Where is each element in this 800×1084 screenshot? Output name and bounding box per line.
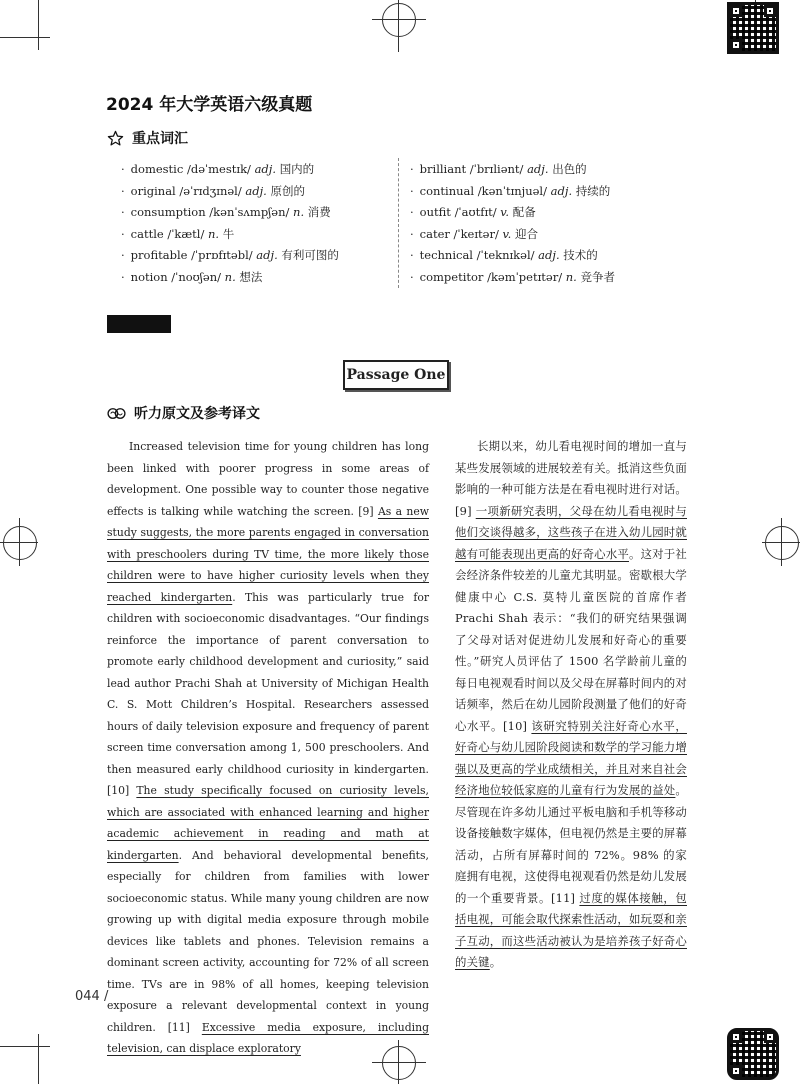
passage-label: Passage One	[343, 360, 449, 390]
translation-underline-9: 一项新研究表明，父母在幼儿看电视时与他们交谈得越多，这些孩子在进入幼儿园时就越有可能表现出更高的好奇心水平	[455, 503, 687, 561]
registration-mark-right	[765, 526, 799, 560]
vocab-item: · consumption /kənˈsʌmpʃən/ n. 消费	[121, 205, 331, 219]
crop-mark	[0, 1046, 50, 1047]
listening-heading-text: 听力原文及参考译文	[134, 406, 260, 422]
vocab-item: · continual /kənˈtɪnjuəl/ adj. 持续的	[410, 183, 611, 198]
crop-mark	[0, 37, 50, 38]
vocab-item: · technical /ˈteknɪkəl/ adj. 技术的	[410, 248, 598, 262]
star-icon	[107, 130, 124, 147]
english-transcript: Increased television time for young children has long been linked with poorer progress in some areas of development. One possible way to counter those negative effects is talking while watching the screen. [9] As a new study suggests, the more parents engaged in conversation with preschoolers during TV time, the more likely those children were to have higher curiosity levels when they reached kindergarten. This was particularly true for children with socioeconomic disadvantages. “Our findings reinforce the importance of parent conversation to promote early childhood development and curiosity,” said lead author Prachi Shah at University of Michigan Health C. S. Mott Children’s Hospital. Researchers assessed hours of daily television exposure and frequency of parent screen time conversation among 1, 500 preschoolers. And then measured early childhood curiosity in kindergarten. [10] The study specifically focused on curiosity levels, which are associated with enhanced learning and higher academic achievement in reading and math at kindergarten. And behavioral developmental benefits, especially for children from families with lower socioeconomic status. While many young children are now growing up with digital media exposure through mobile devices like tablets and phones. Television remains a dominant screen activity, accounting for 72% of all screen time. TVs are in 98% of all homes, keeping television exposure a relevant developmental context in young children. [11] Excessive media exposure, including television, can displace exploratory	[107, 440, 430, 1055]
vocab-item: · cater /ˈkeɪtər/ v. 迎合	[410, 226, 538, 241]
crop-mark	[38, 0, 39, 50]
qr-code-bottom	[727, 1028, 779, 1080]
registration-mark-left	[3, 526, 37, 560]
answer-underline-9: As a new study suggests, the more parents engaged in conversation with preschoolers during TV time, the more likely those children were to have higher curiosity levels when they reached kindergarten	[107, 504, 429, 604]
vocab-divider	[398, 158, 399, 288]
vocab-item: · domestic /dəˈmestɪk/ adj. 国内的	[121, 162, 315, 176]
translation-underline-11: 过度的媒体接触，包括电视，可能会取代探索性活动，如玩耍和亲子互动，而这些活动被认为是培养孩子好奇心的关键	[455, 890, 687, 969]
registration-mark-top	[382, 3, 416, 37]
vocab-item: · outfit /ˈaʊtfɪt/ v. 配备	[410, 205, 536, 219]
translation-underline-10: 该研究特别关注好奇心水平，好奇心与幼儿园阶段阅读和数学的学习能力增强以及更高的学业成绩相关，并且对来自社会经济地位较低家庭的儿童有行为发展的益处	[455, 718, 687, 797]
listening-icon	[107, 405, 126, 422]
vocab-heading-text: 重点词汇	[132, 131, 188, 147]
answer-underline-11: Excessive media exposure, including television, can displace exploratory	[107, 1020, 429, 1055]
vocab-item: · cattle /ˈkætl/ n. 牛	[121, 226, 235, 241]
page-title: 2024 年大学英语六级真题	[106, 95, 313, 115]
listening-heading	[107, 403, 260, 423]
answer-underline-10: The study specifically focused on curiosity levels, which are associated with enhanced learning and higher academic achievement in reading and math at kindergarten	[107, 784, 429, 862]
vocab-item: · notion /ˈnoʊʃən/ n. 想法	[121, 269, 263, 284]
vocab-item: · competitor /kəmˈpetɪtər/ n. 竞争者	[410, 269, 615, 284]
vocab-item: · profitable /ˈprɒfɪtəbl/ adj. 有利可图的	[121, 248, 339, 262]
vocab-item: · original /əˈrɪdʒɪnəl/ adj. 原创的	[121, 183, 305, 198]
page-number: 044 /	[75, 989, 109, 1004]
chinese-translation: 长期以来，幼儿看电视时间的增加一直与某些发展领域的进展较差有关。抵消这些负面影响的一种可能方法是在看电视时进行对话。[9] 一项新研究表明，父母在幼儿看电视时与他们交谈得越多，这些孩子在进入幼儿园时就越有可能表现出更高的好奇心水平。这对于社会经济条件较差的儿童尤其明显。密歇根大学健康中心 C.S. 莫特儿童医院的首席作者 Prachi Shah 表示：“我们的研究结果强调了父母对话对促进幼儿发展和好奇心的重要性。”研究人员评估了 1500 名学龄前儿童的每日电视观看时间以及父母在屏幕时间内的对话频率，然后在幼儿园阶段测量了他们的好奇心水平。[10] 该研究特别关注好奇心水平，好奇心与幼儿园阶段阅读和数学的学习能力增强以及更高的学业成绩相关，并且对来自社会经济地位较低家庭的儿童有行为发展的益处。尽管现在许多幼儿通过平板电脑和手机等移动设备接触数字媒体，但电视仍然是主要的屏幕活动，占所有屏幕时间的 72%。98% 的家庭拥有电视，这使得电视观看仍然是幼儿发展的一个重要背景。[11] 过度的媒体接触，包括电视，可能会取代探索性活动，如玩耍和亲子互动，而这些活动被认为是培养孩子好奇心的关键。	[455, 439, 687, 969]
vocab-item: · brilliant /ˈbrɪliənt/ adj. 出色的	[410, 162, 587, 176]
vocab-list-right	[410, 159, 615, 288]
redaction-bar	[107, 315, 171, 333]
vocab-heading	[107, 128, 188, 148]
crop-mark	[38, 1034, 39, 1084]
qr-code-top	[727, 2, 779, 54]
vocab-list-left	[121, 159, 339, 288]
